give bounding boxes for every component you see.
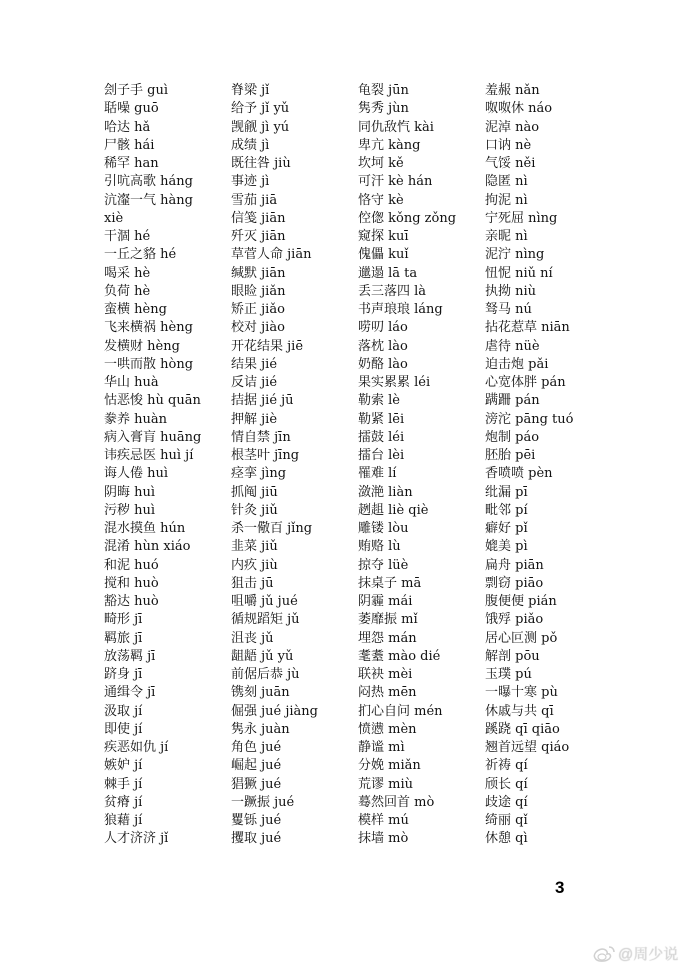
word-entry: 矫正 jiǎo: [231, 302, 285, 317]
word-entry: 唠叨 láo: [358, 320, 408, 336]
word-entry: 勒紧 lēi: [358, 411, 405, 427]
word-entry: 污秽 huì: [104, 502, 156, 518]
word-entry: 痉挛 jìng: [231, 466, 287, 482]
word-entry: 贿赂 lù: [358, 539, 401, 555]
word-entry: 迫击炮 pǎi: [485, 356, 549, 372]
word-entry: 汲取 jí: [104, 703, 143, 719]
word-entry: 落枕 lào: [358, 338, 408, 354]
word-entry: 香喷喷 pèn: [485, 466, 553, 482]
word-entry: 沆瀣一气 hàng: [104, 192, 193, 208]
word-entry: 一哄而散 hòng: [104, 356, 194, 372]
word-entry: 胚胎 pēi: [485, 448, 536, 463]
word-entry: 毗邻 pí: [485, 502, 528, 518]
word-entry: 擂台 lèi: [358, 448, 405, 463]
word-entry: 混淆 hùn xiáo: [104, 539, 191, 555]
word-entry: 罹难 lí: [358, 466, 397, 482]
word-entry: 拮据 jié jū: [231, 393, 294, 409]
word-entry: 情自禁 jīn: [231, 429, 291, 445]
word-entry: 绮丽 qǐ: [485, 813, 528, 828]
word-entry: 炮制 páo: [485, 429, 540, 445]
word-entry: 潋滟 liàn: [358, 484, 413, 500]
word-entry: 趔趄 liè qiè: [358, 502, 429, 518]
word-entry: 诲人倦 huì: [104, 466, 169, 482]
word-entry: 联袂 mèi: [358, 667, 413, 682]
word-column-4: [485, 82, 609, 849]
word-entry: 刽子手 guì: [104, 83, 168, 98]
word-entry: 玉璞 pú: [485, 667, 532, 682]
word-entry: 事迹 jì: [231, 174, 270, 190]
word-entry: 同仇敌忾 kài: [358, 119, 434, 135]
word-entry: 内疚 jiù: [231, 557, 278, 573]
word-entry: 泥泞 nìng: [485, 247, 545, 263]
word-entry: 矍铄 jué: [231, 813, 282, 828]
word-entry: 咀嚼 jǔ jué: [231, 594, 298, 609]
word-entry: 喝采 hè: [104, 265, 151, 281]
word-entry: 蛮横 hèng: [104, 302, 167, 317]
word-entry: 觊觎 jì yú: [231, 119, 290, 135]
word-entry: 棘手 jí: [104, 776, 143, 792]
word-column-1: [104, 82, 228, 849]
word-entry: 傀儡 kuǐ: [358, 247, 409, 263]
word-entry: 忸怩 niǔ ní: [485, 265, 553, 281]
word-entry: 豢养 huàn: [104, 411, 168, 427]
word-entry: 果实累累 léi: [358, 375, 431, 390]
word-entry: 眼睑 jiǎn: [231, 283, 286, 299]
word-entry: 癖好 pǐ: [485, 521, 528, 536]
word-entry: 分娩 miǎn: [358, 758, 421, 774]
word-entry: 纰漏 pī: [485, 484, 528, 500]
weibo-logo-icon: [592, 945, 616, 963]
word-entry: 宁死屈 nìng: [485, 210, 558, 226]
word-entry: 韭菜 jiǔ: [231, 539, 278, 555]
word-entry: 坎坷 kě: [358, 156, 404, 171]
word-entry: 龟裂 jūn: [358, 83, 409, 98]
word-entry: 放荡羁 jī: [104, 648, 156, 664]
word-entry: 倥偬 kǒng zǒng: [358, 210, 457, 226]
word-entry: 翘首远望 qiáo: [485, 740, 570, 755]
word-entry: 拘泥 nì: [485, 192, 528, 208]
word-entry: 邋遢 lā ta: [358, 265, 418, 281]
word-entry: 一丘之貉 hé: [104, 247, 177, 263]
word-entry: 居心叵测 pǒ: [485, 630, 558, 646]
word-entry: 沮丧 jǔ: [231, 630, 274, 646]
word-entry: 荒谬 miù: [358, 776, 413, 792]
word-entry: 和泥 huó: [104, 557, 159, 573]
word-entry: 歧途 qí: [485, 794, 528, 810]
word-entry: 给予 jǐ yǔ: [231, 101, 290, 117]
word-entry: 一蹶振 jué: [231, 794, 295, 810]
word-entry: 执拗 niù: [485, 283, 537, 299]
word-entry: 泥淖 nào: [485, 119, 540, 135]
word-entry: 擂鼓 léi: [358, 429, 405, 445]
word-entry: 解剖 pōu: [485, 648, 540, 664]
word-entry: 前倨后恭 jù: [231, 667, 300, 682]
word-entry: 一曝十寒 pù: [485, 685, 558, 701]
word-entry: 疾恶如仇 jí: [104, 740, 169, 755]
word-entry: 剽窃 piāo: [485, 575, 544, 591]
word-entry: 口讷 nè: [485, 137, 532, 153]
word-entry: 人才济济 jǐ: [104, 831, 169, 847]
word-entry: 猖獗 jué: [231, 776, 282, 792]
word-entry: 颀长 qí: [485, 776, 528, 792]
word-entry: 负荷 hè: [104, 283, 151, 299]
word-entry: 扁舟 piān: [485, 557, 544, 573]
word-entry: 倔强 jué jiàng: [231, 703, 318, 719]
word-entry: 拈花惹草 niān: [485, 320, 570, 336]
word-entry: 发横财 hèng: [104, 338, 180, 354]
word-entry: 干涸 hé: [104, 229, 151, 244]
word-entry: 畸形 jī: [104, 612, 143, 628]
word-entry: 缄默 jiān: [231, 265, 286, 281]
word-entry: 丢三落四 là: [358, 283, 427, 299]
word-entry: 狙击 jū: [231, 575, 274, 591]
word-entry: 攫取 jué: [231, 831, 282, 847]
word-entry: 草菅人命 jiān: [231, 247, 312, 263]
word-entry: 雪茄 jiā: [231, 192, 278, 208]
word-entry: 萎靡振 mǐ: [358, 612, 418, 628]
word-entry: 休戚与共 qī: [485, 703, 554, 719]
page-number: 3: [555, 878, 565, 897]
word-entry: 奶酪 lào: [358, 356, 408, 372]
word-entry: 崛起 jué: [231, 758, 282, 774]
word-entry: 扪心自问 mén: [358, 703, 443, 719]
word-entry: 腹便便 pián: [485, 594, 557, 609]
word-entry: 滂沱 pāng tuó: [485, 411, 574, 427]
word-column-3: [358, 82, 482, 849]
word-entry: 蹒跚 pán: [485, 393, 540, 409]
word-entry: 蓦然回首 mò: [358, 794, 435, 810]
word-entry: 稀罕 han: [104, 156, 159, 171]
word-entry: 聒噪 guō: [104, 101, 159, 117]
word-entry: 埋怨 mán: [358, 630, 417, 646]
word-entry: 驽马 nú: [485, 302, 532, 317]
word-entry: 愤懑 mèn: [358, 721, 417, 737]
word-entry: 羞赧 nǎn: [485, 83, 540, 98]
word-entry: 搅和 huò: [104, 575, 159, 591]
word-entry: 信笺 jiān: [231, 210, 286, 226]
word-entry: 闷热 mēn: [358, 685, 417, 701]
word-entry: 卑亢 kàng: [358, 137, 421, 153]
word-entry: 杀一儆百 jǐng: [231, 521, 313, 536]
word-entry: 混水摸鱼 hún: [104, 521, 186, 536]
word-entry: 隽永 juàn: [231, 721, 290, 737]
word-entry: 阴晦 huì: [104, 484, 156, 500]
word-entry: 开花结果 jiē: [231, 338, 304, 354]
word-entry: 押解 jiè: [231, 411, 278, 427]
word-entry: 贫瘠 jí: [104, 794, 143, 810]
word-entry: 阴霾 mái: [358, 594, 413, 609]
word-entry: 脊梁 jǐ: [231, 83, 270, 98]
word-entry: 病入膏肓 huāng: [104, 429, 202, 445]
word-entry: 虐待 nüè: [485, 338, 540, 354]
word-entry: 既往咎 jiù: [231, 156, 291, 171]
word-entry: 勒索 lè: [358, 393, 400, 409]
word-entry: 针灸 jiǔ: [231, 502, 278, 518]
word-entry: 嫉妒 jí: [104, 758, 143, 774]
word-entry: 呶呶休 náo: [485, 101, 553, 117]
word-entry: 尸骸 hái: [104, 137, 155, 153]
word-entry: 讳疾忌医 huì jí: [104, 448, 194, 463]
word-entry: 隐匿 nì: [485, 174, 528, 190]
word-entry: 歼灭 jiān: [231, 229, 286, 244]
word-column-2: [231, 82, 355, 849]
word-entry: 隽秀 jùn: [358, 101, 409, 117]
word-entry: 心宽体胖 pán: [485, 375, 566, 390]
word-entry: 休憩 qì: [485, 831, 528, 847]
word-entry: 雕镂 lòu: [358, 521, 409, 536]
word-entry: 豁达 huò: [104, 594, 159, 609]
word-entry: 结果 jié: [231, 356, 278, 372]
word-entry: 反诘 jié: [231, 375, 278, 390]
word-entry: 龃龉 jǔ yǔ: [231, 648, 294, 664]
word-entry: 耄耋 mào dié: [358, 648, 441, 664]
word-entry: 飞来横祸 hèng: [104, 320, 193, 336]
word-entry: 亲昵 nì: [485, 229, 528, 244]
word-entry: 华山 huà: [104, 375, 159, 390]
word-entry: 蹊跷 qī qiāo: [485, 721, 560, 737]
word-entry: 抹墙 mò: [358, 831, 409, 847]
word-entry: 祈祷 qí: [485, 758, 528, 774]
word-entry: 媲美 pì: [485, 539, 528, 555]
watermark-text: @周少说: [618, 946, 679, 963]
word-entry: xiè: [104, 210, 124, 226]
word-entry: 恪守 kè: [358, 192, 404, 208]
word-entry: 引吭高歌 háng: [104, 174, 193, 190]
word-entry: 校对 jiào: [231, 320, 285, 336]
word-entry: 书声琅琅 láng: [358, 302, 443, 317]
word-entry: 怙恶悛 hù quān: [104, 393, 201, 409]
word-entry: 镌刻 juān: [231, 685, 290, 701]
word-entry: 即使 jí: [104, 721, 143, 737]
word-entry: 成绩 jì: [231, 137, 270, 153]
word-entry: 饿殍 piǎo: [485, 612, 544, 628]
word-entry: 抹桌子 mā: [358, 575, 422, 591]
word-entry: 通缉令 jī: [104, 685, 156, 701]
word-entry: 狼藉 jí: [104, 813, 143, 828]
word-entry: 可汗 kè hán: [358, 174, 433, 190]
word-entry: 循规蹈矩 jǔ: [231, 612, 300, 628]
word-entry: 静谧 mì: [358, 740, 405, 755]
watermark: [592, 943, 678, 964]
word-entry: 根茎叶 jīng: [231, 448, 300, 463]
word-entry: 掠夺 lüè: [358, 557, 409, 573]
word-entry: 跻身 jī: [104, 667, 143, 682]
word-entry: 哈达 hǎ: [104, 119, 151, 135]
word-entry: 角色 jué: [231, 740, 282, 755]
word-entry: 抓阄 jiū: [231, 484, 278, 500]
word-entry: 羁旅 jī: [104, 630, 143, 646]
word-entry: 窥探 kuī: [358, 229, 409, 244]
word-entry: 气馁 něi: [485, 156, 536, 171]
word-entry: 模样 mú: [358, 813, 409, 828]
